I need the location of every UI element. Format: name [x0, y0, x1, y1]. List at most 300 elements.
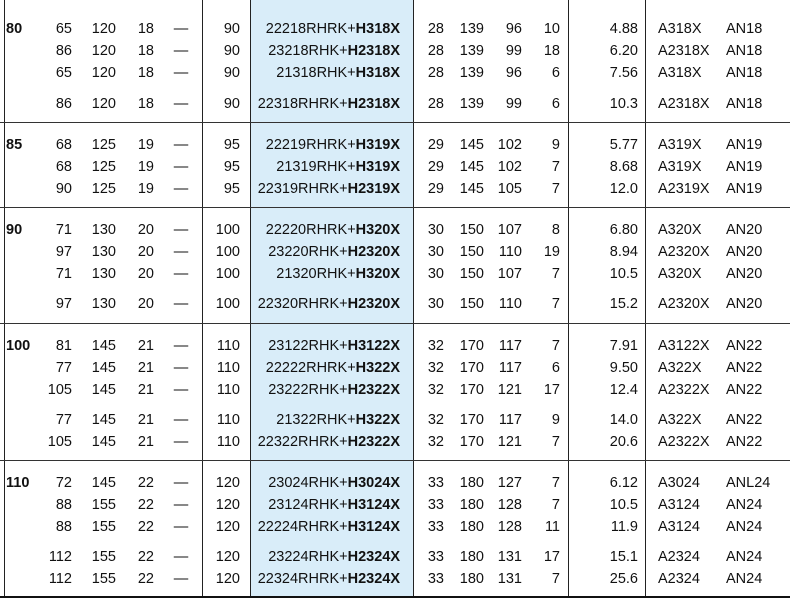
cell-p1: A2318X — [658, 43, 710, 59]
table-row — [0, 293, 790, 315]
cell-B: 19 — [137, 137, 154, 153]
cell-a: 28 — [427, 65, 444, 81]
bearing-number: 22322RHRK+ — [257, 434, 348, 450]
table-row — [0, 546, 790, 568]
cell-D: 125 — [91, 159, 116, 175]
cell-p2: AN22 — [726, 434, 763, 450]
cell-B: 22 — [137, 497, 154, 513]
cell-d2: 100 — [215, 296, 240, 312]
cell-c: 110 — [498, 296, 522, 312]
cell-d: 7 — [551, 159, 560, 175]
cell-mass: 6.20 — [609, 43, 638, 59]
cell-d2: 100 — [215, 222, 240, 238]
cell-d2: 120 — [215, 475, 240, 491]
cell-c: 128 — [497, 497, 522, 513]
cell-p2: AN22 — [726, 412, 763, 428]
cell-d2: 90 — [223, 65, 240, 81]
cell-d2: 90 — [223, 21, 240, 37]
adapter-sleeve-number: H318X — [355, 21, 400, 37]
cell-a: 32 — [427, 412, 444, 428]
bearing-designation — [252, 156, 400, 178]
cell-d: 7 — [551, 571, 560, 587]
bearing-designation — [252, 18, 400, 40]
bearing-designation — [252, 546, 400, 568]
cell-d2: 110 — [216, 412, 240, 428]
table-row — [0, 93, 790, 115]
cell-d1: 68 — [55, 137, 72, 153]
bearing-designation — [252, 379, 400, 401]
cell-D: 120 — [91, 96, 116, 112]
table-row — [0, 335, 790, 357]
bearing-designation — [252, 241, 400, 263]
cell-p2: AN22 — [726, 338, 763, 354]
cell-a: 33 — [427, 497, 444, 513]
cell-r: — — [173, 181, 189, 197]
cell-p1: A2319X — [658, 181, 710, 197]
cell-r: — — [173, 434, 189, 450]
cell-r: — — [173, 43, 189, 59]
cell-D: 130 — [91, 244, 116, 260]
cell-d2: 95 — [223, 159, 240, 175]
cell-p2: AN18 — [726, 43, 763, 59]
cell-d: 17 — [543, 549, 560, 565]
cell-B: 18 — [137, 43, 154, 59]
bearing-designation — [252, 472, 400, 494]
cell-r: — — [173, 244, 189, 260]
cell-d: 9 — [551, 137, 560, 153]
cell-D: 145 — [91, 382, 116, 398]
cell-p1: A2324 — [658, 571, 700, 587]
table-row — [0, 219, 790, 241]
table-row — [0, 134, 790, 156]
cell-p1: A2322X — [658, 382, 710, 398]
table-row — [0, 494, 790, 516]
cell-p1: A3122X — [658, 338, 710, 354]
cell-D: 125 — [91, 181, 116, 197]
group-separator-4 — [0, 460, 790, 461]
cell-D: 155 — [91, 549, 116, 565]
cell-r: — — [173, 222, 189, 238]
cell-d2: 110 — [216, 382, 240, 398]
adapter-sleeve-number: H322X — [355, 412, 400, 428]
table-row — [0, 379, 790, 401]
bearing-number: 21318RHK+ — [276, 65, 356, 81]
adapter-sleeve-number: H320X — [355, 266, 400, 282]
adapter-sleeve-number: H318X — [355, 65, 400, 81]
cell-D: 145 — [91, 360, 116, 376]
cell-mass: 4.88 — [609, 21, 638, 37]
bearing-number: 23220RHK+ — [268, 244, 348, 260]
cell-c: 121 — [497, 382, 522, 398]
cell-mass: 11.9 — [610, 519, 638, 535]
table-row — [0, 18, 790, 40]
bearing-designation — [252, 62, 400, 84]
cell-mass: 15.2 — [609, 296, 638, 312]
cell-B: 22 — [137, 549, 154, 565]
cell-d1: 65 — [55, 21, 72, 37]
cell-p2: AN24 — [726, 571, 763, 587]
cell-D: 145 — [91, 412, 116, 428]
bearing-designation — [252, 93, 400, 115]
adapter-sleeve-number: H2318X — [347, 43, 400, 59]
cell-a: 28 — [427, 96, 444, 112]
cell-d1: 105 — [47, 434, 72, 450]
cell-d: 6 — [551, 96, 560, 112]
cell-d: 7 — [551, 338, 560, 354]
table-row — [0, 516, 790, 538]
bearing-number: 22324RHRK+ — [257, 571, 348, 587]
cell-d1: 68 — [55, 159, 72, 175]
cell-mass: 12.4 — [609, 382, 638, 398]
shaft-diameter: 85 — [6, 137, 23, 153]
cell-a: 33 — [427, 475, 444, 491]
cell-p1: A2320X — [658, 296, 710, 312]
table-row — [0, 156, 790, 178]
shaft-diameter: 90 — [6, 222, 23, 238]
table-row — [0, 62, 790, 84]
cell-D: 130 — [91, 296, 116, 312]
cell-r: — — [173, 137, 189, 153]
cell-c: 105 — [497, 181, 522, 197]
cell-p2: AN20 — [726, 222, 763, 238]
group-separator-2 — [0, 207, 790, 208]
cell-mass: 7.91 — [609, 338, 638, 354]
cell-b: 180 — [459, 571, 484, 587]
bearing-number: 21320RHK+ — [276, 266, 356, 282]
adapter-sleeve-number: H2324X — [347, 571, 400, 587]
cell-B: 21 — [137, 434, 154, 450]
cell-p1: A3124 — [658, 519, 700, 535]
cell-B: 20 — [137, 296, 154, 312]
cell-D: 125 — [91, 137, 116, 153]
adapter-sleeve-number: H319X — [355, 159, 400, 175]
cell-d1: 65 — [55, 65, 72, 81]
cell-mass: 5.77 — [609, 137, 638, 153]
cell-d: 6 — [551, 360, 560, 376]
bearing-number: 23218RHK+ — [268, 43, 348, 59]
cell-c: 110 — [498, 244, 522, 260]
cell-B: 18 — [137, 21, 154, 37]
cell-a: 30 — [427, 222, 444, 238]
cell-c: 107 — [497, 222, 522, 238]
cell-c: 117 — [498, 412, 522, 428]
cell-d2: 100 — [215, 244, 240, 260]
cell-c: 127 — [497, 475, 522, 491]
cell-c: 117 — [498, 338, 522, 354]
cell-d: 7 — [551, 434, 560, 450]
adapter-sleeve-number: H2318X — [347, 96, 400, 112]
cell-b: 170 — [459, 412, 484, 428]
cell-d1: 97 — [55, 244, 72, 260]
cell-r: — — [173, 497, 189, 513]
cell-a: 29 — [427, 181, 444, 197]
table-row — [0, 568, 790, 590]
cell-r: — — [173, 96, 189, 112]
group-separator-1 — [0, 122, 790, 123]
bearing-designation — [252, 40, 400, 62]
table-row — [0, 357, 790, 379]
cell-b: 150 — [459, 244, 484, 260]
cell-d1: 97 — [55, 296, 72, 312]
cell-p2: AN19 — [726, 181, 763, 197]
cell-c: 96 — [505, 21, 522, 37]
bearing-designation — [252, 293, 400, 315]
cell-d: 7 — [551, 296, 560, 312]
cell-d1: 77 — [55, 360, 72, 376]
table-row — [0, 40, 790, 62]
bearing-designation — [252, 134, 400, 156]
cell-p2: AN20 — [726, 244, 763, 260]
cell-b: 150 — [459, 266, 484, 282]
cell-D: 130 — [91, 222, 116, 238]
cell-d: 10 — [543, 21, 560, 37]
cell-c: 131 — [497, 571, 522, 587]
bearing-designation — [252, 335, 400, 357]
cell-b: 180 — [459, 519, 484, 535]
cell-r: — — [173, 65, 189, 81]
bearing-number: 22218RHRK+ — [265, 21, 356, 37]
cell-D: 145 — [91, 475, 116, 491]
cell-B: 22 — [137, 475, 154, 491]
cell-d1: 105 — [47, 382, 72, 398]
cell-d2: 95 — [223, 181, 240, 197]
cell-D: 155 — [91, 519, 116, 535]
adapter-sleeve-number: H3122X — [347, 338, 400, 354]
cell-r: — — [173, 549, 189, 565]
cell-d: 17 — [543, 382, 560, 398]
bearing-designation — [252, 409, 400, 431]
shaft-diameter: 80 — [6, 21, 23, 37]
cell-mass: 25.6 — [609, 571, 638, 587]
bearing-number: 22320RHRK+ — [257, 296, 348, 312]
bearing-designation — [252, 516, 400, 538]
cell-b: 145 — [459, 181, 484, 197]
adapter-sleeve-number: H2320X — [347, 244, 400, 260]
cell-a: 28 — [427, 43, 444, 59]
cell-d1: 81 — [55, 338, 72, 354]
cell-c: 117 — [498, 360, 522, 376]
cell-p1: A2322X — [658, 434, 710, 450]
cell-a: 32 — [427, 434, 444, 450]
bearing-number: 23122RHK+ — [268, 338, 348, 354]
group-separator-3 — [0, 323, 790, 324]
cell-d1: 90 — [55, 181, 72, 197]
cell-a: 32 — [427, 338, 444, 354]
cell-r: — — [173, 338, 189, 354]
cell-r: — — [173, 519, 189, 535]
cell-D: 155 — [91, 497, 116, 513]
cell-d: 6 — [551, 65, 560, 81]
adapter-sleeve-number: H2324X — [347, 549, 400, 565]
cell-D: 120 — [91, 43, 116, 59]
cell-d2: 120 — [215, 571, 240, 587]
cell-d: 19 — [543, 244, 560, 260]
cell-b: 180 — [459, 475, 484, 491]
adapter-sleeve-number: H2319X — [347, 181, 400, 197]
cell-d: 7 — [551, 475, 560, 491]
adapter-sleeve-number: H322X — [355, 360, 400, 376]
adapter-sleeve-number: H3124X — [347, 519, 400, 535]
cell-B: 20 — [137, 222, 154, 238]
cell-p1: A322X — [658, 360, 702, 376]
cell-d1: 77 — [55, 412, 72, 428]
cell-c: 121 — [497, 434, 522, 450]
cell-d1: 71 — [55, 266, 72, 282]
cell-a: 30 — [427, 296, 444, 312]
adapter-sleeve-number: H319X — [355, 137, 400, 153]
cell-mass: 20.6 — [609, 434, 638, 450]
table-row — [0, 263, 790, 285]
bearing-number: 22222RHRK+ — [265, 360, 356, 376]
cell-p1: A319X — [658, 159, 702, 175]
cell-a: 28 — [427, 21, 444, 37]
cell-p2: AN20 — [726, 266, 763, 282]
bearing-designation — [252, 568, 400, 590]
cell-mass: 8.68 — [609, 159, 638, 175]
cell-b: 170 — [459, 382, 484, 398]
cell-p2: ANL24 — [726, 475, 771, 491]
cell-b: 180 — [459, 497, 484, 513]
cell-b: 139 — [459, 21, 484, 37]
table-row — [0, 241, 790, 263]
cell-d1: 112 — [48, 549, 72, 565]
cell-d2: 120 — [215, 497, 240, 513]
shaft-diameter: 100 — [6, 338, 31, 354]
cell-c: 131 — [497, 549, 522, 565]
cell-d: 18 — [543, 43, 560, 59]
cell-mass: 15.1 — [609, 549, 638, 565]
cell-B: 21 — [137, 360, 154, 376]
cell-d1: 88 — [55, 519, 72, 535]
cell-p2: AN18 — [726, 65, 763, 81]
cell-d: 7 — [551, 497, 560, 513]
cell-B: 21 — [137, 338, 154, 354]
cell-D: 155 — [91, 571, 116, 587]
cell-r: — — [173, 360, 189, 376]
cell-r: — — [173, 412, 189, 428]
adapter-sleeve-number: H2322X — [347, 382, 400, 398]
cell-r: — — [173, 21, 189, 37]
adapter-sleeve-number: H320X — [355, 222, 400, 238]
adapter-sleeve-number: H2320X — [347, 296, 400, 312]
cell-p2: AN19 — [726, 137, 763, 153]
cell-b: 145 — [459, 159, 484, 175]
cell-c: 102 — [497, 137, 522, 153]
bearing-number: 23124RHK+ — [268, 497, 348, 513]
cell-b: 139 — [459, 96, 484, 112]
table-row — [0, 178, 790, 200]
cell-a: 33 — [427, 519, 444, 535]
cell-p1: A319X — [658, 137, 702, 153]
bearing-number: 22318RHRK+ — [257, 96, 348, 112]
bearing-number: 22319RHRK+ — [257, 181, 348, 197]
table-row — [0, 472, 790, 494]
cell-D: 130 — [91, 266, 116, 282]
cell-r: — — [173, 475, 189, 491]
adapter-sleeve-number: H3124X — [347, 497, 400, 513]
cell-B: 19 — [137, 159, 154, 175]
table-bottom-rule — [0, 596, 790, 598]
cell-c: 99 — [505, 43, 522, 59]
cell-d2: 120 — [215, 549, 240, 565]
cell-r: — — [173, 296, 189, 312]
cell-b: 139 — [459, 65, 484, 81]
cell-r: — — [173, 266, 189, 282]
cell-b: 170 — [459, 360, 484, 376]
cell-mass: 12.0 — [609, 181, 638, 197]
cell-b: 170 — [459, 434, 484, 450]
cell-d: 11 — [544, 519, 560, 535]
cell-r: — — [173, 159, 189, 175]
cell-b: 145 — [459, 137, 484, 153]
bearing-designation — [252, 263, 400, 285]
cell-B: 22 — [137, 571, 154, 587]
cell-a: 30 — [427, 244, 444, 260]
table-row — [0, 431, 790, 453]
shaft-diameter: 110 — [6, 475, 30, 491]
cell-mass: 8.94 — [609, 244, 638, 260]
cell-b: 150 — [459, 296, 484, 312]
cell-d: 7 — [551, 266, 560, 282]
cell-p2: AN24 — [726, 497, 763, 513]
cell-d1: 71 — [55, 222, 72, 238]
bearing-number: 22220RHRK+ — [265, 222, 356, 238]
cell-c: 96 — [505, 65, 522, 81]
cell-p2: AN22 — [726, 382, 763, 398]
bearing-designation — [252, 219, 400, 241]
bearing-designation — [252, 494, 400, 516]
cell-B: 21 — [137, 382, 154, 398]
cell-p1: A318X — [658, 65, 702, 81]
cell-p1: A318X — [658, 21, 702, 37]
cell-d1: 88 — [55, 497, 72, 513]
cell-mass: 10.5 — [609, 266, 638, 282]
cell-mass: 7.56 — [609, 65, 638, 81]
cell-c: 128 — [497, 519, 522, 535]
cell-mass: 9.50 — [609, 360, 638, 376]
cell-mass: 14.0 — [609, 412, 638, 428]
cell-c: 99 — [505, 96, 522, 112]
cell-p1: A3124 — [658, 497, 700, 513]
cell-r: — — [173, 382, 189, 398]
cell-B: 18 — [137, 65, 154, 81]
cell-d1: 86 — [55, 43, 72, 59]
cell-mass: 10.3 — [609, 96, 638, 112]
cell-B: 20 — [137, 244, 154, 260]
cell-b: 180 — [459, 549, 484, 565]
cell-d1: 86 — [55, 96, 72, 112]
cell-p1: A2318X — [658, 96, 710, 112]
cell-p1: A2320X — [658, 244, 710, 260]
cell-a: 32 — [427, 360, 444, 376]
cell-D: 120 — [91, 65, 116, 81]
cell-d: 8 — [551, 222, 560, 238]
cell-D: 120 — [91, 21, 116, 37]
cell-p2: AN18 — [726, 96, 763, 112]
cell-d2: 95 — [223, 137, 240, 153]
cell-d2: 120 — [215, 519, 240, 535]
cell-B: 20 — [137, 266, 154, 282]
cell-b: 139 — [459, 43, 484, 59]
cell-p2: AN22 — [726, 360, 763, 376]
cell-b: 150 — [459, 222, 484, 238]
cell-a: 33 — [427, 571, 444, 587]
cell-a: 32 — [427, 382, 444, 398]
bearing-designation — [252, 178, 400, 200]
cell-p2: AN19 — [726, 159, 763, 175]
cell-p1: A320X — [658, 222, 702, 238]
bearing-number: 21319RHK+ — [276, 159, 356, 175]
